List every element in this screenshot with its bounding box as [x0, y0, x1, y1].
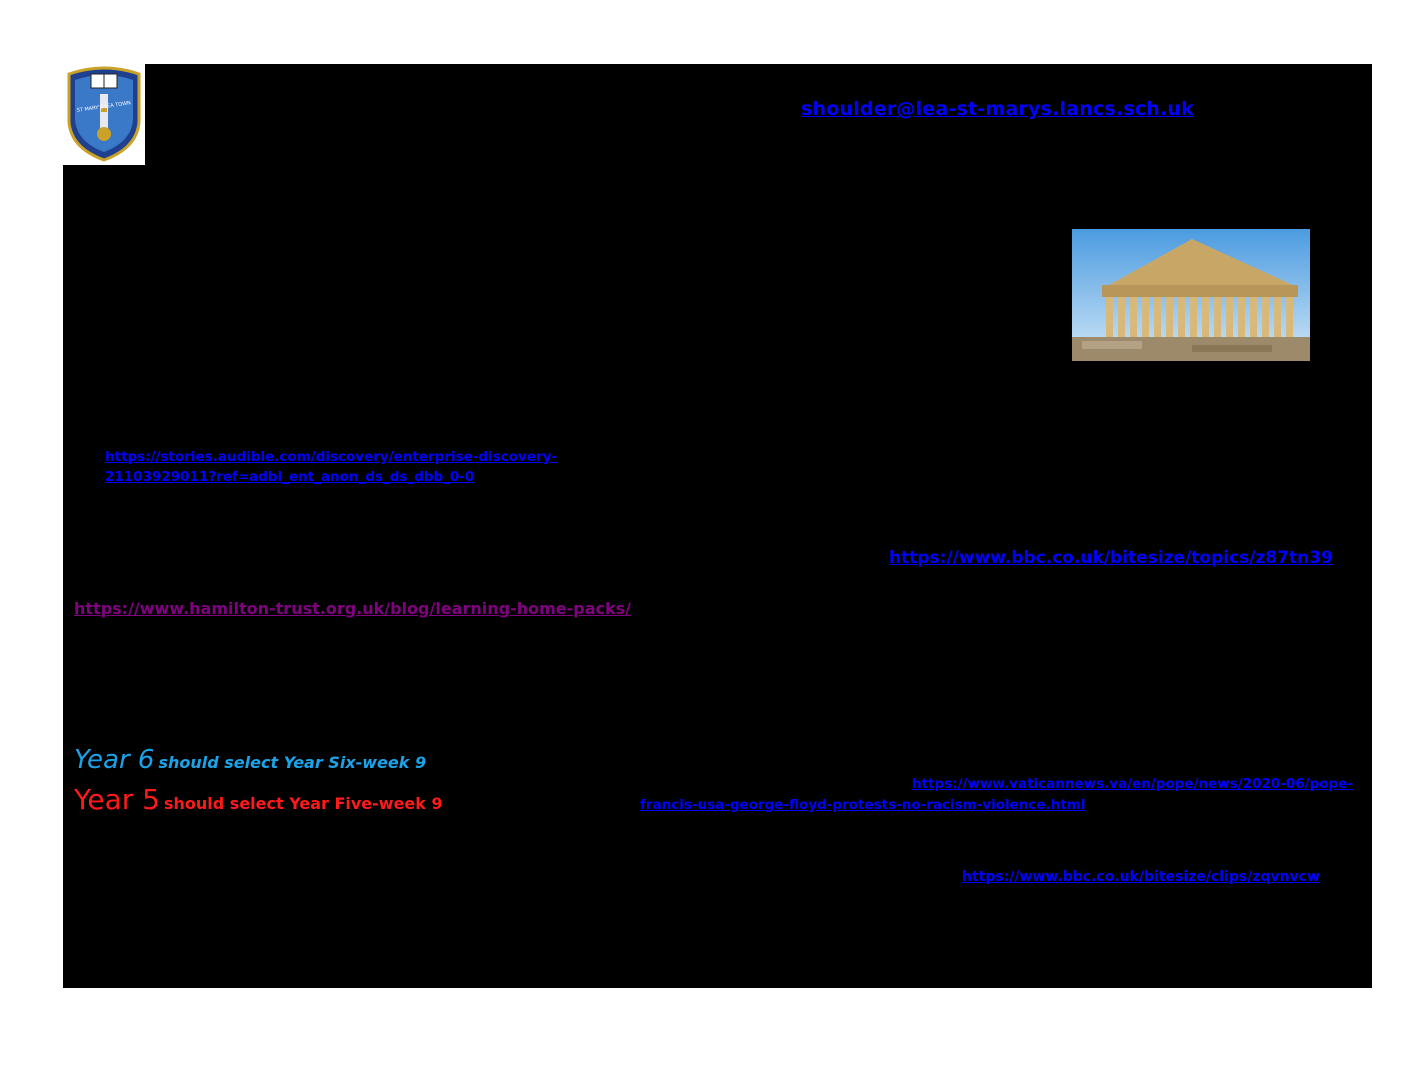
audible-link-line2: 21103929011?ref=adbl_ent_anon_ds_ds_dbb_0-0	[105, 469, 475, 485]
school-crest-icon	[63, 64, 145, 165]
vatican-news-link[interactable]	[640, 774, 1353, 816]
vatican-link-line2: francis-usa-george-floyd-protests-no-racism-violence.html	[640, 797, 1086, 813]
bbc-bitesize-topics-link[interactable]: https://www.bbc.co.uk/bitesize/topics/z87tn39	[889, 548, 1333, 568]
bbc-bitesize-clips-link[interactable]: https://www.bbc.co.uk/bitesize/clips/zqvnvcw	[962, 869, 1320, 885]
svg-text:ST MARY'S LEA TOWN: ST MARY'S LEA TOWN	[76, 100, 132, 114]
year5-instruction	[74, 783, 443, 816]
year6-instruction	[74, 745, 426, 775]
year6-label: Year 6	[74, 745, 155, 775]
year5-label: Year 5	[74, 783, 160, 816]
contact-email-link[interactable]: shoulder@lea-st-marys.lancs.sch.uk	[801, 98, 1194, 120]
audible-stories-link[interactable]	[105, 447, 557, 487]
vatican-link-line1: https://www.vaticannews.va/en/pope/news/2020-06/pope-	[912, 776, 1353, 792]
hamilton-trust-link[interactable]: https://www.hamilton-trust.org.uk/blog/learning-home-packs/	[74, 599, 632, 618]
year5-text: should select Year Five-week 9	[164, 794, 443, 813]
document-page	[63, 64, 1372, 988]
school-logo	[63, 64, 145, 165]
year6-text: should select Year Six-week 9	[158, 753, 427, 772]
parthenon-photo	[1072, 229, 1310, 361]
audible-link-line1: https://stories.audible.com/discovery/enterprise-discovery-	[105, 449, 558, 465]
